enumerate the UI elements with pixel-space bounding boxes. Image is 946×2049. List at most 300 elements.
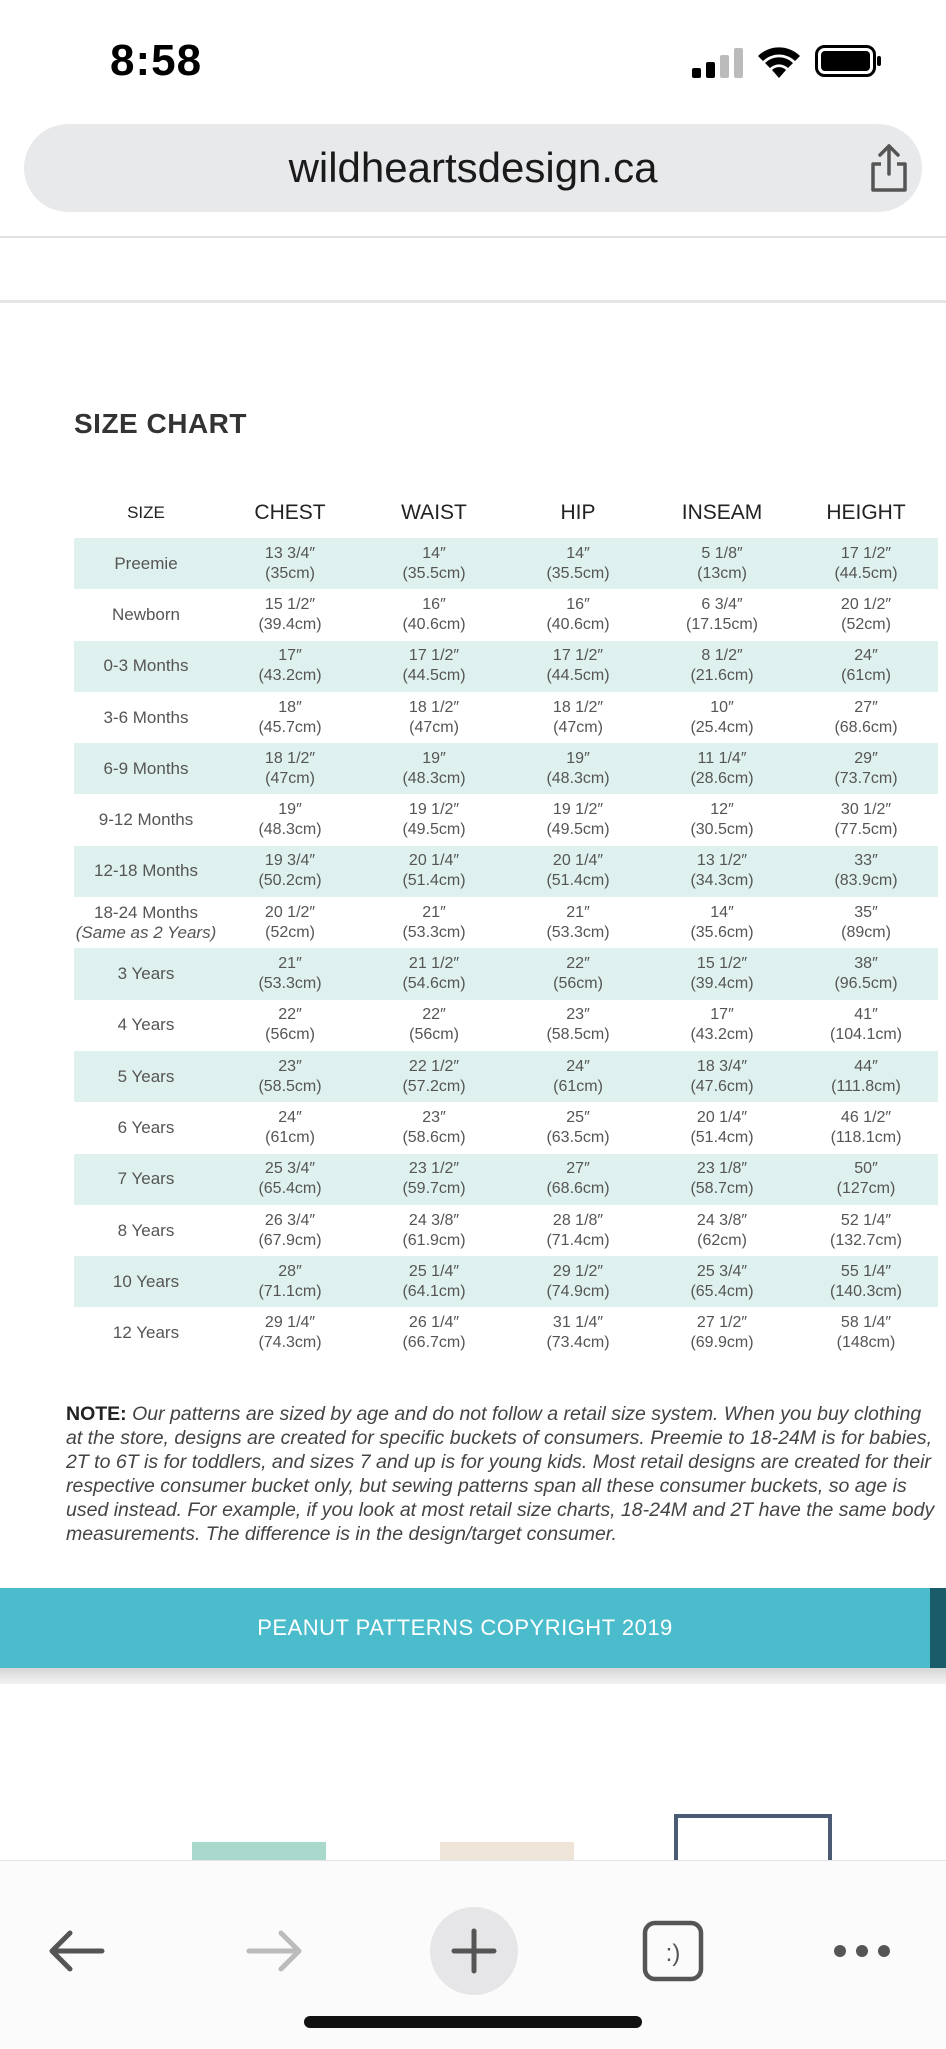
height-cell — [794, 749, 938, 789]
size-sublabel: (Same as 2 Years) — [75, 922, 217, 942]
table-row — [74, 1205, 938, 1256]
hip-cell — [506, 851, 650, 891]
inseam-cell — [650, 954, 794, 994]
url-text[interactable]: wildheartsdesign.ca — [288, 144, 658, 191]
size-cell — [74, 1015, 218, 1035]
hip-cell — [506, 1159, 650, 1199]
waist-cell — [362, 903, 506, 943]
hip-inches: 29 1/2″ — [552, 1262, 604, 1280]
hip-inches: 17 1/2″ — [552, 647, 604, 665]
height-cm: (61cm) — [841, 667, 891, 685]
inseam-cm: (58.7cm) — [690, 1180, 754, 1198]
inseam-inches: 11 1/4″ — [697, 749, 747, 767]
waist-cell — [362, 1313, 506, 1353]
chest-cell — [218, 1057, 362, 1097]
size-label: 8 Years — [117, 1220, 175, 1240]
inseam-cell — [650, 903, 794, 943]
waist-cell — [362, 851, 506, 891]
size-cell — [74, 1067, 218, 1087]
size-label: 6-9 Months — [103, 758, 189, 778]
height-cm: (77.5cm) — [834, 821, 898, 839]
hip-cell — [506, 544, 650, 584]
inseam-inches: 13 1/2″ — [696, 852, 748, 870]
inseam-cm: (51.4cm) — [690, 1128, 754, 1146]
hip-inches: 28 1/8″ — [552, 1211, 604, 1229]
height-cell — [794, 646, 938, 686]
waist-cm: (35.5cm) — [402, 564, 466, 582]
inseam-cell — [650, 1108, 794, 1148]
height-inches: 44″ — [854, 1057, 878, 1075]
hip-cm: (71.4cm) — [546, 1231, 610, 1249]
inseam-cell — [650, 749, 794, 789]
note-label: NOTE: — [66, 1403, 127, 1425]
inseam-inches: 18 3/4″ — [696, 1057, 748, 1075]
height-cm: (68.6cm) — [834, 718, 898, 736]
waist-cm: (51.4cm) — [402, 872, 466, 890]
size-cell — [74, 708, 218, 728]
chest-inches: 17″ — [278, 647, 302, 665]
waist-cm: (40.6cm) — [402, 615, 466, 633]
hip-cell — [506, 595, 650, 635]
thumbnail-size-chart[interactable] — [674, 1814, 832, 1860]
note-text: Our patterns are sized by age and do not follow a retail size system. When you buy clothing at the store, designs are created for specific buckets of consumers. Preemie to 18-24M is for babies, 2T to 6T is for toddlers, and sizes 7 and up is for young kids. Most retail designs are created for their respective consumer bucket only, but sewing patterns span all these consumer buckets, so age is used instead. For example, if you look at most retail size charts, 18-24M and 2T have the same body measurements. The difference is in the design/target consumer. — [66, 1403, 935, 1545]
inseam-inches: 23 1/8″ — [696, 1160, 748, 1178]
chest-cm: (48.3cm) — [258, 821, 322, 839]
chest-inches: 22″ — [278, 1006, 302, 1024]
chest-cell — [218, 851, 362, 891]
table-row — [74, 794, 938, 845]
home-indicator[interactable] — [304, 2016, 642, 2028]
table-row — [74, 897, 938, 948]
hip-inches: 20 1/4″ — [552, 852, 604, 870]
header-size: SIZE — [127, 503, 165, 522]
size-cell — [74, 964, 218, 984]
inseam-inches: 24 3/8″ — [696, 1211, 748, 1229]
height-inches: 33″ — [854, 852, 878, 870]
inseam-cell — [650, 800, 794, 840]
header-hip: HIP — [560, 501, 596, 524]
height-cell — [794, 544, 938, 584]
waist-inches: 24 3/8″ — [408, 1211, 460, 1229]
height-cm: (111.8cm) — [831, 1077, 901, 1095]
hip-cell — [506, 1313, 650, 1353]
hip-cm: (47cm) — [553, 718, 603, 736]
hip-inches: 25″ — [566, 1108, 590, 1126]
hip-cm: (58.5cm) — [546, 1026, 610, 1044]
chest-inches: 19″ — [278, 801, 302, 819]
height-cell — [794, 698, 938, 738]
height-inches: 35″ — [854, 903, 878, 921]
size-label: 12 Years — [112, 1323, 180, 1343]
chest-cell — [218, 595, 362, 635]
hip-cell — [506, 1005, 650, 1045]
waist-inches: 18 1/2″ — [408, 698, 460, 716]
chest-cm: (65.4cm) — [258, 1180, 322, 1198]
table-row — [74, 1256, 938, 1307]
waist-inches: 26 1/4″ — [408, 1314, 460, 1332]
height-cell — [794, 1262, 938, 1302]
height-cell — [794, 903, 938, 943]
inseam-cm: (47.6cm) — [690, 1077, 754, 1095]
tabs-icon[interactable] — [635, 1911, 715, 1991]
status-time: 8:58 — [110, 36, 203, 85]
hip-inches: 14″ — [566, 544, 590, 562]
svg-text::): :) — [665, 1940, 681, 1967]
chest-cell — [218, 800, 362, 840]
chest-cm: (50.2cm) — [258, 872, 322, 890]
height-cell — [794, 1005, 938, 1045]
waist-inches: 25 1/4″ — [408, 1262, 460, 1280]
table-row — [74, 1051, 938, 1102]
hip-cm: (63.5cm) — [546, 1128, 610, 1146]
hip-cm: (61cm) — [553, 1077, 603, 1095]
inseam-inches: 5 1/8″ — [701, 544, 743, 562]
header-waist: WAIST — [401, 501, 467, 524]
hip-cm: (48.3cm) — [546, 769, 610, 787]
chest-inches: 15 1/2″ — [264, 595, 316, 613]
waist-cm: (59.7cm) — [402, 1180, 466, 1198]
size-label: 6 Years — [117, 1117, 175, 1137]
waist-cm: (56cm) — [409, 1026, 459, 1044]
waist-cm: (47cm) — [409, 718, 459, 736]
table-row — [74, 538, 938, 589]
size-cell — [74, 656, 218, 676]
chest-inches: 24″ — [278, 1108, 302, 1126]
table-row — [74, 589, 938, 640]
height-inches: 50″ — [854, 1160, 878, 1178]
cellular-signal-icon — [692, 48, 744, 78]
hip-cell — [506, 954, 650, 994]
size-label: Preemie — [114, 553, 178, 573]
address-bar[interactable] — [24, 124, 922, 212]
inseam-cm: (35.6cm) — [690, 923, 754, 941]
waist-inches: 19 1/2″ — [408, 801, 460, 819]
waist-cell — [362, 1159, 506, 1199]
waist-cm: (57.2cm) — [402, 1077, 466, 1095]
waist-cell — [362, 1262, 506, 1302]
height-cm: (127cm) — [836, 1180, 896, 1198]
waist-inches: 23″ — [422, 1108, 446, 1126]
size-cell — [74, 554, 218, 574]
inseam-cell — [650, 1313, 794, 1353]
chest-inches: 20 1/2″ — [264, 903, 316, 921]
hip-cell — [506, 1262, 650, 1302]
hip-cm: (53.3cm) — [546, 923, 610, 941]
size-cell — [74, 861, 218, 881]
waist-cm: (49.5cm) — [402, 821, 466, 839]
height-inches: 52 1/4″ — [840, 1211, 892, 1229]
chest-cell — [218, 1005, 362, 1045]
waist-cell — [362, 595, 506, 635]
chest-cm: (67.9cm) — [258, 1231, 322, 1249]
size-cell — [74, 1221, 218, 1241]
inseam-inches: 25 3/4″ — [696, 1262, 748, 1280]
inseam-cell — [650, 851, 794, 891]
height-inches: 46 1/2″ — [840, 1108, 892, 1126]
inseam-cm: (21.6cm) — [690, 667, 754, 685]
chest-cell — [218, 1313, 362, 1353]
size-chart-title: SIZE CHART — [74, 408, 247, 439]
header-height: HEIGHT — [826, 501, 906, 524]
height-cm: (140.3cm) — [829, 1282, 903, 1300]
hip-cell — [506, 800, 650, 840]
hip-inches: 18 1/2″ — [552, 698, 604, 716]
waist-inches: 19″ — [422, 749, 446, 767]
waist-cell — [362, 800, 506, 840]
height-inches: 30 1/2″ — [840, 801, 892, 819]
waist-cell — [362, 954, 506, 994]
table-row — [74, 1000, 938, 1051]
height-inches: 41″ — [854, 1006, 878, 1024]
inseam-inches: 20 1/4″ — [696, 1108, 748, 1126]
size-cell — [74, 903, 218, 943]
inseam-inches: 10″ — [710, 698, 734, 716]
height-cell — [794, 1313, 938, 1353]
hip-cell — [506, 1108, 650, 1148]
hip-cm: (49.5cm) — [546, 821, 610, 839]
chest-inches: 13 3/4″ — [264, 544, 316, 562]
size-cell — [74, 1323, 218, 1343]
inseam-cell — [650, 698, 794, 738]
inseam-cm: (62cm) — [697, 1231, 747, 1249]
inseam-inches: 17″ — [710, 1006, 734, 1024]
inseam-inches: 27 1/2″ — [696, 1314, 748, 1332]
waist-cell — [362, 646, 506, 686]
thumbnail-image[interactable] — [192, 1842, 326, 1860]
inseam-cell — [650, 1211, 794, 1251]
chest-cm: (56cm) — [265, 1026, 315, 1044]
inseam-cm: (34.3cm) — [690, 872, 754, 890]
inseam-cell — [650, 595, 794, 635]
hip-inches: 27″ — [566, 1160, 590, 1178]
size-label: 0-3 Months — [103, 656, 189, 676]
inseam-cm: (39.4cm) — [690, 975, 754, 993]
waist-inches: 14″ — [422, 544, 446, 562]
chest-cell — [218, 1211, 362, 1251]
height-cm: (52cm) — [841, 615, 891, 633]
waist-cell — [362, 1005, 506, 1045]
wifi-icon — [757, 44, 801, 78]
hip-inches: 19 1/2″ — [552, 801, 604, 819]
height-cm: (118.1cm) — [830, 1128, 902, 1146]
table-row — [74, 692, 938, 743]
inseam-cell — [650, 646, 794, 686]
height-inches: 38″ — [854, 955, 878, 973]
chest-cm: (47cm) — [265, 769, 315, 787]
hip-cm: (44.5cm) — [546, 667, 610, 685]
table-row — [74, 846, 938, 897]
waist-inches: 21″ — [422, 903, 446, 921]
thumbnail-image[interactable] — [440, 1842, 574, 1860]
height-cell — [794, 1159, 938, 1199]
chest-inches: 23″ — [278, 1057, 302, 1075]
back-arrow-icon[interactable] — [36, 1911, 116, 1991]
table-row — [74, 1307, 938, 1358]
chest-inches: 28″ — [278, 1262, 302, 1280]
chest-cell — [218, 1159, 362, 1199]
status-bar — [0, 0, 946, 120]
chest-cm: (43.2cm) — [258, 667, 322, 685]
height-cm: (132.7cm) — [829, 1231, 903, 1249]
chest-cm: (61cm) — [265, 1128, 315, 1146]
size-chart-table — [74, 488, 938, 1359]
waist-cell — [362, 544, 506, 584]
height-inches: 55 1/4″ — [840, 1262, 892, 1280]
inseam-cm: (69.9cm) — [690, 1334, 754, 1352]
inseam-inches: 15 1/2″ — [696, 955, 748, 973]
chest-cell — [218, 698, 362, 738]
height-cm: (83.9cm) — [834, 872, 898, 890]
chest-inches: 19 3/4″ — [264, 852, 316, 870]
size-cell — [74, 810, 218, 830]
hip-inches: 21″ — [566, 903, 590, 921]
size-label: 3-6 Months — [103, 707, 189, 727]
table-header — [74, 488, 938, 538]
waist-cell — [362, 1211, 506, 1251]
table-row — [74, 948, 938, 999]
table-row — [74, 641, 938, 692]
height-cell — [794, 1057, 938, 1097]
forward-arrow-icon[interactable] — [235, 1911, 315, 1991]
chest-cell — [218, 1108, 362, 1148]
chest-inches: 18″ — [278, 698, 302, 716]
inseam-inches: 8 1/2″ — [701, 647, 743, 665]
chest-cm: (45.7cm) — [258, 718, 322, 736]
height-cm: (89cm) — [841, 923, 891, 941]
waist-inches: 16″ — [422, 595, 446, 613]
chest-inches: 26 3/4″ — [264, 1211, 316, 1229]
waist-cm: (48.3cm) — [402, 769, 466, 787]
size-cell — [74, 1169, 218, 1189]
height-inches: 17 1/2″ — [840, 544, 892, 562]
divider — [0, 236, 946, 238]
chest-inches: 25 3/4″ — [264, 1160, 316, 1178]
hip-inches: 16″ — [566, 595, 590, 613]
share-icon[interactable] — [861, 140, 917, 196]
chest-cell — [218, 749, 362, 789]
hip-inches: 23″ — [566, 1006, 590, 1024]
size-cell — [74, 1272, 218, 1292]
height-cell — [794, 800, 938, 840]
inseam-cm: (30.5cm) — [690, 821, 754, 839]
chest-cell — [218, 903, 362, 943]
height-cell — [794, 1108, 938, 1148]
waist-cm: (64.1cm) — [402, 1282, 466, 1300]
hip-cm: (73.4cm) — [546, 1334, 610, 1352]
inseam-cell — [650, 1262, 794, 1302]
chest-cm: (39.4cm) — [258, 615, 322, 633]
chest-cell — [218, 544, 362, 584]
size-label: 4 Years — [117, 1015, 175, 1035]
height-cell — [794, 595, 938, 635]
inseam-cell — [650, 1057, 794, 1097]
header-chest: CHEST — [254, 501, 326, 524]
inseam-cm: (17.15cm) — [685, 615, 759, 633]
waist-cm: (61.9cm) — [402, 1231, 466, 1249]
hip-cell — [506, 1057, 650, 1097]
chest-cm: (58.5cm) — [258, 1077, 322, 1095]
hip-inches: 31 1/4″ — [552, 1314, 604, 1332]
height-cm: (73.7cm) — [834, 769, 898, 787]
size-cell — [74, 605, 218, 625]
section-divider — [0, 1668, 946, 1684]
copyright-text: PEANUT PATTERNS COPYRIGHT 2019 — [257, 1615, 673, 1640]
chest-inches: 29 1/4″ — [264, 1314, 316, 1332]
hip-cell — [506, 646, 650, 686]
height-inches: 20 1/2″ — [840, 595, 892, 613]
hip-inches: 19″ — [566, 749, 590, 767]
hip-cm: (35.5cm) — [546, 564, 610, 582]
inseam-cell — [650, 1005, 794, 1045]
chest-cm: (52cm) — [265, 923, 315, 941]
banner-accent — [930, 1588, 946, 1668]
waist-inches: 17 1/2″ — [408, 647, 460, 665]
waist-cm: (54.6cm) — [402, 975, 466, 993]
height-cell — [794, 851, 938, 891]
chest-inches: 21″ — [278, 955, 302, 973]
height-cm: (104.1cm) — [829, 1026, 903, 1044]
hip-cell — [506, 903, 650, 943]
size-label: 7 Years — [117, 1169, 175, 1189]
size-label: 9-12 Months — [98, 810, 194, 830]
inseam-cell — [650, 544, 794, 584]
height-inches: 24″ — [854, 647, 878, 665]
size-cell — [74, 759, 218, 779]
waist-cell — [362, 698, 506, 738]
waist-inches: 20 1/4″ — [408, 852, 460, 870]
chest-cell — [218, 1262, 362, 1302]
height-cm: (44.5cm) — [834, 564, 898, 582]
hip-cell — [506, 1211, 650, 1251]
height-cell — [794, 954, 938, 994]
table-row — [74, 1102, 938, 1153]
height-cm: (96.5cm) — [834, 975, 898, 993]
header-inseam: INSEAM — [681, 501, 763, 524]
inseam-cm: (43.2cm) — [690, 1026, 754, 1044]
new-tab-plus-icon[interactable] — [428, 1905, 520, 1997]
inseam-inches: 14″ — [710, 903, 734, 921]
size-label: 12-18 Months — [94, 861, 198, 881]
more-icon[interactable] — [822, 1911, 902, 1991]
waist-inches: 22″ — [422, 1006, 446, 1024]
hip-cm: (40.6cm) — [546, 615, 610, 633]
size-label: 10 Years — [112, 1271, 180, 1291]
hip-cm: (56cm) — [553, 975, 603, 993]
height-cell — [794, 1211, 938, 1251]
hip-cm: (74.9cm) — [546, 1282, 610, 1300]
height-cm: (148cm) — [836, 1334, 896, 1352]
size-label: 3 Years — [117, 964, 175, 984]
waist-cell — [362, 749, 506, 789]
hip-cm: (68.6cm) — [546, 1180, 610, 1198]
waist-inches: 23 1/2″ — [408, 1160, 460, 1178]
table-row — [74, 1154, 938, 1205]
waist-inches: 22 1/2″ — [408, 1057, 460, 1075]
size-label: Newborn — [111, 604, 181, 624]
chest-cm: (53.3cm) — [258, 975, 322, 993]
waist-inches: 21 1/2″ — [408, 955, 460, 973]
chest-cm: (71.1cm) — [258, 1282, 322, 1300]
divider — [0, 300, 946, 303]
hip-inches: 22″ — [566, 955, 590, 973]
chest-cell — [218, 954, 362, 994]
table-body — [74, 538, 938, 1359]
hip-cell — [506, 698, 650, 738]
battery-icon — [815, 45, 883, 77]
hip-cell — [506, 749, 650, 789]
inseam-inches: 6 3/4″ — [701, 595, 743, 613]
height-inches: 29″ — [854, 749, 878, 767]
